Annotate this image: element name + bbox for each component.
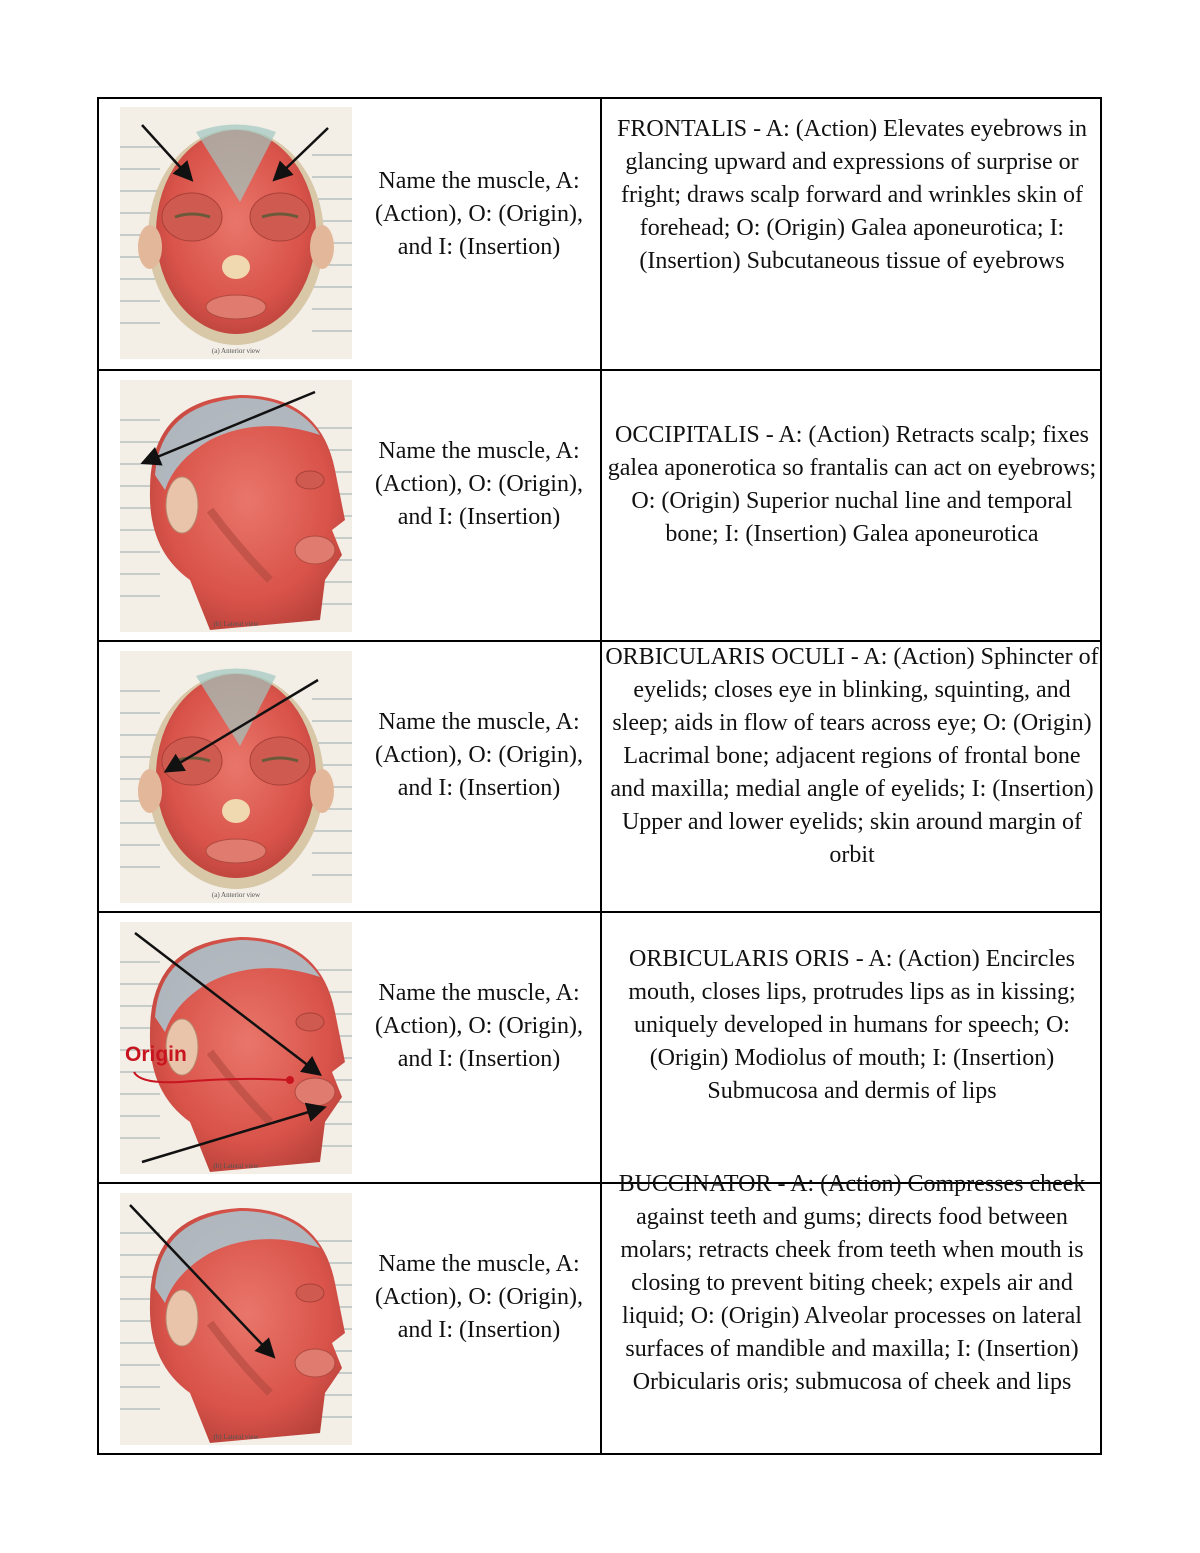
svg-text:(b) Lateral view: (b) Lateral view: [213, 620, 259, 628]
origin-label: Origin: [125, 1043, 187, 1066]
question-prompt: Name the muscle, A: (Action), O: (Origin), and I: (Insertion): [375, 709, 583, 801]
flashcard-row: [99, 1171, 1100, 1455]
answer-text: OCCIPITALIS - A: (Action) Retracts scalp; fixes galea aponerotica so frantalis can act on eyebrows; O: (Origin) Superior nuchal line and temporal bone; I: (Insertion) Galea aponeurotica: [607, 422, 1097, 547]
lateral-head-muscle-diagram: [120, 380, 352, 632]
question-prompt: Name the muscle, A: (Action), O: (Origin), and I: (Insertion): [375, 168, 583, 260]
answer-text: FRONTALIS - A: (Action) Elevates eyebrows in glancing upward and expressions of surprise or fright; draws scalp forward and wrinkles skin of forehead; O: (Origin) Galea aponeurotica; I: (Insertion) Subcutaneous tissue of eyebrows: [617, 116, 1087, 274]
question-prompt: Name the muscle, A: (Action), O: (Origin), and I: (Insertion): [375, 438, 583, 530]
flashcard-row: [99, 99, 1100, 371]
question-prompt: Name the muscle, A: (Action), O: (Origin), and I: (Insertion): [375, 1251, 583, 1343]
svg-text:(b) Lateral view: (b) Lateral view: [213, 1433, 259, 1441]
column-divider: [600, 1184, 602, 1455]
flashcard-row: [99, 371, 1100, 642]
answer-text: ORBICULARIS ORIS - A: (Action) Encircles mouth, closes lips, protrudes lips as in kissing; uniquely developed in humans for speech; O: (Origin) Modiolus of mouth; I: (Insertion) Submucosa and dermis of lips: [628, 946, 1076, 1104]
question-prompt: Name the muscle, A: (Action), O: (Origin), and I: (Insertion): [375, 980, 583, 1072]
column-divider: [600, 371, 602, 640]
anterior-head-muscle-diagram: [120, 107, 352, 359]
answer-text: ORBICULARIS OCULI - A: (Action) Sphincter of eyelids; closes eye in blinking, squinting, and sleep; aids in flow of tears across eye; O: (Origin) Lacrimal bone; adjacent regions of frontal bone and maxilla; medial angle of eyelids; I: (Insertion) Upper and lower eyelids; skin around margin of orbit: [605, 644, 1099, 868]
column-divider: [600, 99, 602, 369]
svg-text:(a) Anterior view: (a) Anterior view: [211, 891, 261, 899]
flashcard-row: [99, 913, 1100, 1184]
svg-text:(a) Anterior view: (a) Anterior view: [211, 347, 261, 355]
flashcard-table: [97, 97, 1102, 1455]
flashcard-row: [99, 642, 1100, 913]
lateral-head-muscle-diagram: [120, 1193, 352, 1445]
answer-text: BUCCINATOR - A: (Action) Compresses cheek against teeth and gums; directs food between molars; retracts cheek from teeth when mouth is closing to prevent biting cheek; expels air and liquid; O: (Origin) Alveolar processes on lateral surfaces of mandible and maxilla; I: (Insertion) Orbicularis oris; submucosa of cheek and lips: [618, 1171, 1086, 1395]
svg-text:(b) Lateral view: (b) Lateral view: [213, 1162, 259, 1170]
anterior-head-muscle-diagram: [120, 651, 352, 903]
column-divider: [600, 642, 602, 911]
column-divider: [600, 913, 602, 1182]
